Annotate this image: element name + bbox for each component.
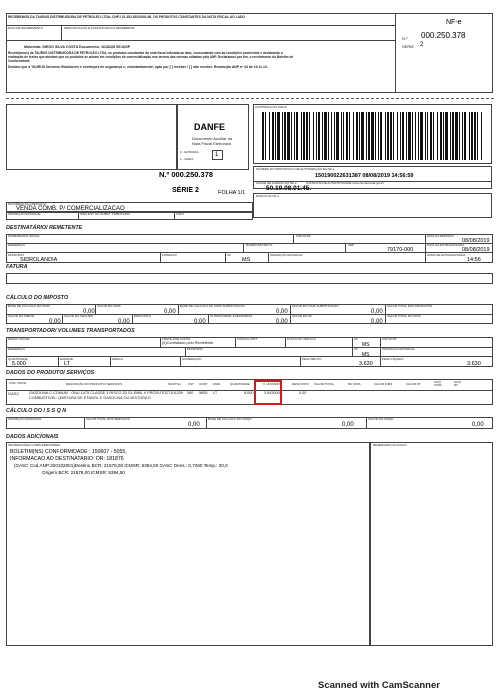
trans-uf-value: MS — [362, 342, 370, 348]
barcode-bar — [425, 112, 426, 160]
barcode-bar — [265, 112, 266, 160]
nfe-label: NF-e — [446, 19, 462, 26]
dest-cep-label: CEP — [348, 243, 355, 247]
chave-value: 50.19.08.01.45. — [266, 185, 312, 192]
barcode-bar — [336, 112, 339, 160]
issqn-total-label: VALOR TOTAL DOS SERVIÇOS — [86, 417, 130, 421]
receipt-motorist: Motorista: DIEGO SILVA COSTA Documento: 1618228 SEJUSP — [24, 45, 131, 49]
issqn-im-label: INSCRIÇÃO MUNICIPAL — [8, 417, 42, 421]
barcode-bar — [420, 112, 423, 160]
th-qtd: QUANTIDADE — [230, 382, 250, 386]
barcode-bar — [385, 112, 386, 160]
barcode-bar — [427, 112, 428, 160]
natureza-label: NATUREZA DA OPERAÇÃO — [8, 202, 47, 206]
barcode-bar — [443, 112, 444, 160]
issqn-base-label: BASE DE CÁLCULO DO ISSQN — [208, 417, 252, 421]
td-desc-2: COMBUSTIVEL: (MISTURA DE ETANOL E GASOLINA OU MISTURA D — [29, 396, 151, 400]
td-cfop: 5655 — [199, 391, 208, 395]
camscanner-watermark: Scanned with CamScanner — [318, 680, 440, 691]
receipt-date-label: DATA DE RECEBIMENTO — [8, 26, 44, 30]
natureza-value: VENDA COMB. P/ COMERCIALIZACAO — [16, 206, 125, 212]
barcode-bar — [437, 112, 438, 160]
barcode-bar — [408, 112, 411, 160]
barcode-bar — [387, 112, 389, 160]
th-desconto: DESCONTO — [292, 382, 309, 386]
dest-hora-label: HORA DE ENTRADA/SAÍDA — [427, 253, 466, 257]
issqn-section: CÁLCULO DO I S S Q N — [6, 408, 67, 414]
trans-liquido-value: 3.630 — [467, 361, 481, 367]
barcode-bar — [277, 112, 280, 160]
td-cod: GASC — [8, 391, 20, 396]
info-line-2: (GASC Cod.ANP:320102001)Destino BCR: 21578,00 ICMSR: 5394,50 GASC Dens.: 0,7260 Temp.: 20,0 — [14, 463, 228, 468]
barcode-bar — [464, 112, 466, 160]
trans-uf-label: UF — [354, 337, 358, 341]
danfe-entrada: 0 - ENTRADA — [180, 150, 199, 154]
dest-uf-value: MS — [242, 257, 251, 263]
imp-r2-value-1: 0,00 — [118, 319, 130, 325]
fisco-reservado-box — [370, 442, 493, 646]
trans-razao-label: RAZÃO SOCIAL — [8, 337, 31, 341]
info-line-1: INFORMACAO AO DESTINATARIO: OR: 181876 — [10, 456, 124, 462]
danfe-title: DANFE — [194, 122, 225, 132]
protocolo-value: 150190022631387 08/08/2019 14:56:59 — [315, 173, 414, 179]
barcode-bar — [469, 112, 470, 160]
barcode-bar — [275, 112, 276, 160]
imp-r1-value-2: 0,00 — [276, 309, 288, 315]
fatura-section: FATURA — [6, 264, 28, 270]
imp-r1-value-3: 0,00 — [371, 309, 383, 315]
td-ncm: 27101259 — [166, 391, 183, 395]
imp-r1-label-1: VALOR DO ICMS — [97, 304, 121, 308]
issqn-base-value: 0,00 — [342, 422, 354, 428]
imp-r2-value-3: 0,00 — [276, 319, 288, 325]
barcode-bar — [301, 112, 302, 160]
barcode-bar — [462, 112, 463, 160]
barcode-bar — [316, 112, 317, 160]
td-vunit: 3,9430000 — [264, 391, 282, 395]
receipt-text-4: Declaro que a TAURUS forneceu fitas/lacres e envelopes de segurança e, voluntariamente, opto por [ ] receber / [ ] não receber. Resolução ANP nº 44 de 19.11.13. — [8, 65, 268, 69]
barcode-bar — [378, 112, 379, 160]
imp-r1-label-2: BASE DE CÁLCULO DO ICMS SUBSTITUIÇÃO — [180, 304, 245, 308]
receipt-title: RECEBEMOS DA TAURUS DISTRIBUIDORA DE PETROLEO LTDA, CNPJ 01.452.651/0002-66, OS PRODUTOS CONSTANTES DA NOTA FISCAL AO LADO — [8, 15, 245, 19]
trans-antt-label: CÓDIGO ANTT — [237, 337, 258, 341]
imp-r2-label-5: VALOR TOTAL DA NOTA — [387, 314, 421, 318]
td-unid: LT — [213, 391, 218, 395]
th-aliq-icms: ALÍQ. ICMS — [434, 380, 442, 388]
trans-frete-value: (0)Contratado pelo Remetente — [162, 341, 214, 345]
dest-entrada-value: 08/08/2019 — [462, 247, 490, 253]
barcode-bar — [309, 112, 310, 160]
th-cfop: CFOP — [199, 382, 208, 386]
ie-label: INSCRIÇÃO ESTADUAL — [8, 212, 42, 216]
barcode-bar — [371, 112, 374, 160]
imp-r2-label-2: DESCONTO — [134, 314, 151, 318]
trans-uf2-label: UF — [354, 347, 358, 351]
imp-r1-label-0: BASE DE CÁLCULO DO ICMS — [8, 304, 50, 308]
danfe-saida: 1 - SAÍDA — [180, 157, 194, 161]
barcode-bar — [481, 112, 482, 160]
trans-placa-label: PLACA DO VEÍCULO — [287, 337, 317, 341]
danfe-serie: SÉRIE 2 — [172, 187, 199, 194]
ie-st-label: INSC.EST. DO SUBST. TRIBUTÁRIO — [80, 212, 130, 216]
info-label: INFORMAÇÕES COMPLEMENTARES — [8, 443, 61, 447]
receipt-text-3: Conformidade. — [8, 59, 31, 63]
barcode-bar — [282, 112, 283, 160]
danfe-tipo: 1 — [215, 152, 219, 158]
barcode-bar — [440, 112, 442, 160]
info-line-3: Origem BCR: 21578,00 ICMSR: 5394,50 — [42, 470, 125, 475]
trans-especie-label: ESPÉCIE — [60, 357, 74, 361]
cut-line — [6, 98, 494, 99]
trans-qtd-label: QUANTIDADE — [8, 357, 28, 361]
barcode-bar — [361, 112, 364, 160]
dest-emissao-value: 08/08/2019 — [462, 238, 490, 244]
th-valor-ipi: VALOR IPI — [406, 382, 421, 386]
barcode-bar — [366, 112, 367, 160]
barcode-bar — [390, 112, 392, 160]
barcode-bar — [452, 112, 454, 160]
cnpj-label: CNPJ — [176, 212, 184, 216]
dest-hora-value: 14:56 — [467, 257, 481, 263]
barcode-bar — [375, 112, 376, 160]
produtos-header — [6, 379, 493, 390]
issqn-valor-label: VALOR DO ISSQN — [368, 417, 394, 421]
imp-r1-label-3: VALOR DO ICMS SUBSTITUIÇÃO — [292, 304, 339, 308]
barcode-bar — [296, 112, 298, 160]
barcode-bar — [341, 112, 342, 160]
barcode-bar — [368, 112, 370, 160]
barcode-bar — [322, 112, 323, 160]
imp-r2-value-2: 0,00 — [194, 319, 206, 325]
imp-r2-label-0: VALOR DO FRETE — [8, 314, 34, 318]
barcode-bar — [474, 112, 476, 160]
barcode-bar — [334, 112, 335, 160]
barcode-bar — [331, 112, 332, 160]
barcode-bar — [287, 112, 290, 160]
issqn-valor-value: 0,00 — [472, 422, 484, 428]
chave-consulta: CONSULTA DE AUTENTICIDADE www.nfe.fazenda.gov.br — [306, 181, 385, 185]
td-qtd: 5.000 — [244, 391, 254, 395]
vunit-highlight — [254, 380, 282, 405]
barcode-bar — [433, 112, 434, 160]
barcode-bar — [459, 112, 460, 160]
barcode-bar — [262, 112, 264, 160]
trans-endereco-label: ENDEREÇO — [8, 347, 26, 351]
imp-r1-value-0: 0,00 — [83, 309, 95, 315]
fatura-box — [6, 273, 493, 284]
trans-liquido-label: PESO LÍQUIDO — [382, 357, 404, 361]
emitente-box — [6, 104, 177, 170]
imp-r2-value-0: 0,00 — [49, 319, 61, 325]
imp-r2-value-4: 0,00 — [371, 319, 383, 325]
barcode-bar — [418, 112, 419, 160]
th-valor-icms: VALOR ICMS — [374, 382, 393, 386]
barcode-bar — [294, 112, 295, 160]
barcode-bar — [313, 112, 314, 160]
trans-frete-label: FRETE POR CONTA — [162, 337, 191, 341]
barcode-bar — [450, 112, 451, 160]
trans-municipio-label: MUNICÍPIO — [187, 347, 203, 351]
barcode-bar — [393, 112, 394, 160]
barcode-bar — [400, 112, 401, 160]
trans-marca-label: MARCA — [112, 357, 123, 361]
protocolo-label: NÚMERO DO PROTOCOLO DE AUTORIZAÇÃO DA NF-e — [256, 167, 335, 171]
dados-nfe-label: DADOS DA NF-e — [256, 194, 280, 198]
barcode-bar — [412, 112, 413, 160]
controle-label: CONTROLE DO FISCO — [255, 105, 288, 109]
barcode-bar — [359, 112, 360, 160]
dest-emissao-label: DATA DA EMISSÃO — [427, 234, 454, 238]
th-total: VALOR TOTAL — [314, 382, 335, 386]
dest-cep-value: 79170-000 — [387, 247, 414, 253]
adicionais-section: DADOS ADICIONAIS — [6, 434, 59, 440]
fisco-label: RESERVADO AO FISCO — [373, 443, 407, 447]
barcode-bar — [303, 112, 305, 160]
receipt-sign-label: IDENTIFICAÇÃO E ASSINATURA DO RECEBEDOR — [64, 26, 135, 30]
barcode-bar — [306, 112, 308, 160]
barcode-bar — [269, 112, 270, 160]
th-ncm: NCM/ SH — [168, 382, 181, 386]
imposto-section: CÁLCULO DO IMPOSTO — [6, 295, 69, 301]
barcode-bar — [349, 112, 350, 160]
dest-municipio-label: MUNICÍPIO — [8, 253, 24, 257]
barcode-bar — [402, 112, 404, 160]
td-desc-1: GASOLINA C COMUM - ONU 1475 CLASSE 3 RISCO 33 GL EMB. II PRODUTO — [29, 391, 167, 395]
serie-label: SÉRIE — [402, 44, 415, 49]
th-desc: DESCRIÇÃO DO PRODUTO/ SERVIÇOS — [66, 382, 123, 386]
barcode-bar — [397, 112, 398, 160]
serie-value: 2 — [420, 42, 424, 48]
destinatario-section: DESTINATÁRIO/ REMETENTE — [6, 225, 83, 231]
dest-ie-label: INSCRIÇÃO ESTADUAL — [270, 253, 304, 257]
transportador-section: TRANSPORTADOR/ VOLUMES TRANSPORTADOS — [6, 328, 135, 334]
barcode-bar — [415, 112, 416, 160]
dest-cnpj-label: CNPJ/CPF — [296, 234, 311, 238]
imp-r2-label-4: VALOR DO IPI — [292, 314, 312, 318]
barcode-bar — [318, 112, 320, 160]
imp-r2-label-1: VALOR DO SEGURO — [64, 314, 94, 318]
trans-ie-label: INSCRIÇÃO ESTADUAL — [382, 347, 416, 351]
barcode-bar — [346, 112, 348, 160]
barcode-bar — [380, 112, 382, 160]
nfe-number: 000.250.378 — [421, 31, 466, 40]
th-aliq-ipi: ALÍQ. IPI — [454, 380, 462, 388]
receipt-text-2: realização de testes que atestam que os produtos se acham em condições de comercialização nos termos das normas editadas pela ANP. Declaramos por fim, o recebimento do Boletim de — [8, 55, 294, 59]
trans-numeracao-label: NUMERAÇÃO — [182, 357, 202, 361]
dest-uf-label: UF — [227, 253, 231, 257]
td-desconto: 0,00 — [299, 391, 307, 395]
dest-bairro-label: BAIRRO/DISTRITO — [246, 243, 273, 247]
th-cst: CST — [188, 382, 194, 386]
barcode — [262, 112, 483, 160]
dest-endereco-label: ENDEREÇO — [8, 243, 26, 247]
imp-r1-value-1: 0,00 — [164, 309, 176, 315]
trans-cnpj-label: CNPJ/CPF — [382, 337, 397, 341]
trans-bruto-value: 3.630 — [359, 361, 373, 367]
trans-especie-value: LT — [64, 361, 71, 367]
barcode-bar — [430, 112, 432, 160]
danfe-subtitle-1: Documento Auxiliar da — [192, 136, 233, 141]
barcode-bar — [328, 112, 329, 160]
barcode-bar — [343, 112, 344, 160]
trans-qtd-value: 5.000 — [12, 361, 26, 367]
chave-label: CHAVE DE ACESSO DA NF-e — [256, 181, 297, 185]
dest-entrada-label: DATA DA ENTRADA/SAÍDA — [427, 243, 465, 247]
th-bc-icms: BC ICMS — [348, 382, 361, 386]
danfe-subtitle-2: Nota Fiscal Eletrônica — [192, 141, 231, 146]
issqn-total-value: 0,00 — [188, 422, 200, 428]
barcode-bar — [291, 112, 292, 160]
barcode-bar — [471, 112, 473, 160]
barcode-bar — [353, 112, 354, 160]
receipt-text-1: Recebi(emos) da TAURUS DISTRIBUIDORA DE PETROLEO LTDA, os produtos constantes da nota fiscal indicada ao lado, concordando com as condições comerciais e declarando a — [8, 51, 283, 55]
dest-fone-label: FONE/FAX — [162, 253, 177, 257]
trans-bruto-label: PESO BRUTO — [302, 357, 322, 361]
danfe-number: N.º 000.250.378 — [159, 170, 214, 179]
imp-r2-label-3: OUTRAS DESP. ACESSÓRIAS — [210, 314, 253, 318]
barcode-bar — [324, 112, 327, 160]
dest-nome-label: NOME/RAZÃO SOCIAL — [8, 234, 41, 238]
barcode-bar — [284, 112, 286, 160]
th-unid: UNID — [213, 382, 221, 386]
imp-r1-label-4: VALOR TOTAL DOS PRODUTOS — [387, 304, 433, 308]
produtos-section: DADOS DO PRODUTO/ SERVIÇOS — [6, 370, 95, 376]
info-line-0: BOLETIM(NS) CONFORMIDADE : 150607 - 5055, — [10, 449, 127, 455]
th-vunit: V. UNITÁRIO — [263, 382, 281, 386]
td-cst: 060 — [187, 391, 194, 395]
trans-uf2-value: MS — [362, 352, 370, 358]
barcode-bar — [272, 112, 274, 160]
produto-row — [6, 391, 493, 404]
barcode-bar — [477, 112, 478, 160]
th-cod: CÓD. PROD. — [9, 381, 27, 385]
barcode-bar — [445, 112, 448, 160]
dest-municipio-value: SIDROLANDIA — [20, 257, 58, 263]
barcode-bar — [356, 112, 358, 160]
nfe-number-prefix: N.º — [402, 36, 408, 41]
danfe-folha: FOLHA 1/1 — [218, 190, 246, 196]
barcode-bar — [455, 112, 458, 160]
barcode-bar — [406, 112, 407, 160]
